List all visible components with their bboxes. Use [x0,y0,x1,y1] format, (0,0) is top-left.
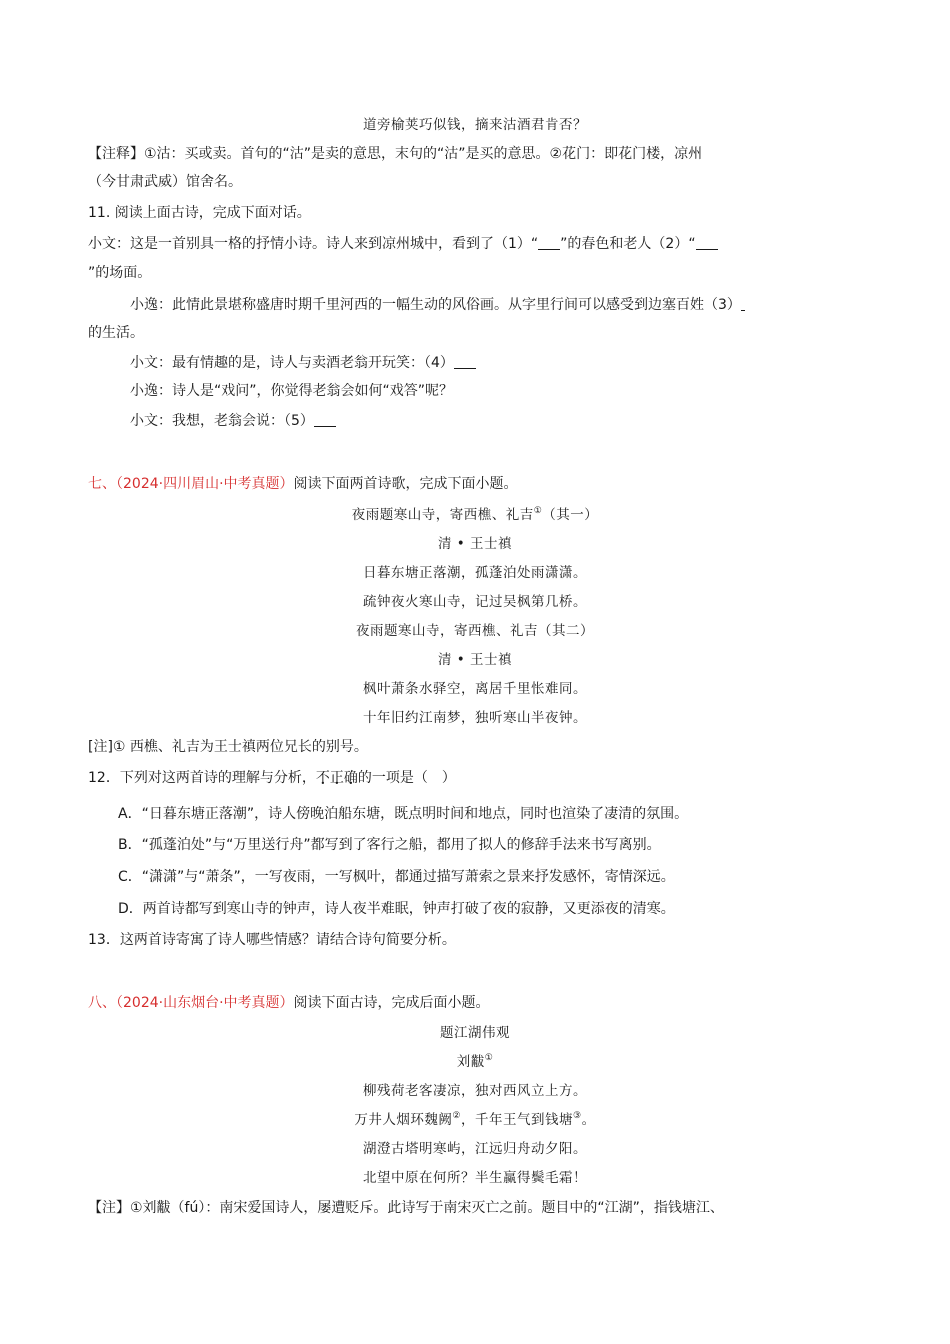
exam-source: （2024·山东烟台·中考真题） [116,995,294,1011]
poem-line: 枫叶萧条水驿空，离居千里怅难同。 [363,681,587,697]
emphasis-char: 不 [315,770,330,786]
poem-line: 道旁榆荚巧似钱，摘来沽酒君肯否？ [363,117,587,133]
section-8-heading: 八、（2024·山东烟台·中考真题）阅读下面古诗，完成后面小题。 [88,995,490,1011]
section-7-heading: 七、（2024·四川眉山·中考真题）阅读下面两首诗歌，完成下面小题。 [88,476,518,492]
answer-blank-3[interactable] [741,296,745,311]
poem-title: 题江湖伟观 [440,1025,510,1041]
emphasis-text [316,770,358,786]
poem-line: 日暮东塘正落潮，孤蓬泊处雨潇潇。 [363,565,587,581]
poem-title: 夜雨题寒山寺，寄西樵、礼吉（其二） [356,623,594,639]
dialogue-line-continued: ”的场面。 [88,265,152,281]
poem-note: [注]① 西樵、礼吉为王士禛两位兄长的别号。 [88,739,368,755]
answer-blank-4[interactable] [454,354,476,369]
answer-blank-5[interactable] [314,412,336,427]
poem-note: 【注】①刘黻（fú）：南宋爱国诗人，屡遭贬斥。此诗写于南宋灭亡之前。题目中的“江湖”，指钱塘江、 [88,1200,724,1216]
poem-line: 疏钟夜火寒山寺，记过吴枫第几桥。 [363,594,587,610]
option-c[interactable]: C．“潇潇”与“萧条”，一写夜雨，一写枫叶，都通过描写萧索之景来抒发感怀，寄情深远。 [118,869,675,885]
poem-author: 清 • 王士禛 [437,652,513,668]
dialogue-line: 小文：这是一首别具一格的抒情小诗。诗人来到凉州城中，看到了（1）“ ”的春色和老人（2）“ [88,233,862,255]
option-d[interactable]: D．两首诗都写到寒山寺的钟声，诗人夜半难眠，钟声打破了夜的寂静，又更添夜的清寒。 [118,901,675,917]
exam-source: （2024·四川眉山·中考真题） [116,476,294,492]
question-12: 12．下列对这两首诗的理解与分析，不正确的一项是（ ） [88,770,456,786]
poem-line: 湖澄古塔明寒屿，江远归舟动夕阳。 [363,1141,587,1157]
poem-author: 刘黻① [456,1053,494,1070]
poem-note-continued: （今甘肃武威）馆舍名。 [88,174,242,190]
poem-note: 【注释】①沽：买或卖。首句的“沽”是卖的意思，末句的“沽”是买的意思。②花门：即花门楼，凉州 [88,146,703,162]
poem-line: 北望中原在何所？半生赢得鬓毛霜！ [363,1170,587,1186]
answer-blank-1[interactable] [538,235,560,250]
dialogue-line: 小逸：诗人是“戏问”，你觉得老翁会如何“戏答”呢？ [130,383,454,399]
emphasis-char: 确 [343,770,358,786]
question-11-title: 11. 阅读上面古诗，完成下面对话。 [88,205,311,221]
dialogue-line: 小逸：此情此景堪称盛唐时期千里河西的一幅生动的风俗画。从字里行间可以感受到边塞百姓（3） [130,294,862,316]
poem-line: 十年旧约江南梦，独听寒山半夜钟。 [363,710,587,726]
dialogue-line-continued: 的生活。 [88,325,144,341]
poem-title: 夜雨题寒山寺，寄西樵、礼吉①（其一） [351,506,599,523]
emphasis-char: 正 [329,770,344,786]
option-a[interactable]: A．“日暮东塘正落潮”，诗人傍晚泊船东塘，既点明时间和地点，同时也渲染了凄清的氛围。 [118,806,689,822]
option-b[interactable]: B．“孤蓬泊处”与“万里送行舟”都写到了客行之船，都用了拟人的修辞手法来书写离别。 [118,837,661,853]
question-13: 13．这两首诗寄寓了诗人哪些情感？请结合诗句简要分析。 [88,932,456,948]
dialogue-line: 小文：我想，老翁会说：（5） [130,410,862,432]
poem-author: 清 • 王士禛 [437,536,513,552]
poem-line: 万井人烟环魏阙②，千年王气到钱塘③。 [354,1111,596,1128]
dialogue-line: 小文：最有情趣的是，诗人与卖酒老翁开玩笑：（4） [130,352,862,374]
poem-line: 柳残荷老客凄凉，独对西风立上方。 [363,1083,587,1099]
answer-blank-2[interactable] [696,235,718,250]
